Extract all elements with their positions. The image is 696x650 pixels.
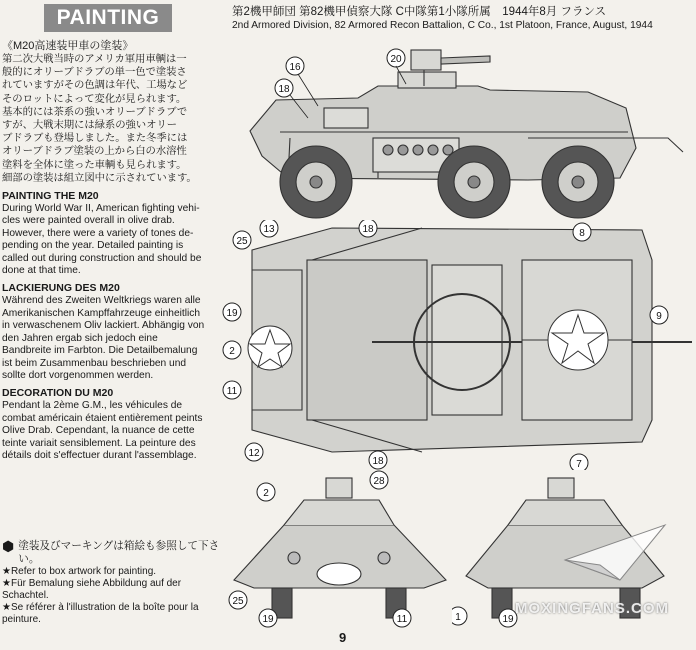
vehicle-caption-japanese: 第2機甲師団 第82機甲偵察大隊 C中隊第1小隊所属 1944年8月 フランス [232,6,607,18]
callout-label: 11 [396,614,408,625]
german-line: den Jahren ergab sich jedoch eine [2,332,158,344]
german-text [2,295,220,382]
hexagon-bullet-icon: ⬢ [2,538,15,554]
japanese-text [2,53,220,185]
callout-label: 19 [262,614,274,625]
german-line: Während des Zweiten Weltkriegs waren alle [2,295,201,307]
callout-label: 25 [236,236,248,247]
callout-label: 1 [455,612,461,623]
callout-label: 19 [226,308,238,319]
side-view-drawing [228,28,694,224]
japanese-line: 塗料を全体に塗った車輌も見られます。 [2,159,187,171]
german-line: sollte dort vorgenommen werden. [2,369,154,381]
french-line: Pendant la 2ème G.M., les véhicules de [2,400,183,412]
star-insignia-rear [248,326,292,370]
callout-label: 13 [263,224,275,235]
note-french: ★Se référer à l'illustration de la boîte pour la peinture. [2,602,199,625]
callout-label: 2 [229,346,235,357]
german-line: ist beim Zusammenbau beschrieben und [2,357,187,369]
japanese-line: 第二次大戦当時のアメリカ軍用車輌は一 [2,54,187,65]
painting-instructions [2,40,220,462]
english-line: However, there were a variety of tones de- [2,227,194,239]
french-line: combat américain étaient entièrement peints [2,412,203,424]
german-line: in verwaschenem Oliv lackiert. Abhängig von [2,320,205,332]
english-line: pending on the year. Detailed painting is [2,240,184,252]
front-view-drawing [224,470,454,630]
english-line: called out during construction and should be [2,252,202,264]
english-title: PAINTING THE M20 [2,190,99,203]
callout-label: 18 [278,84,290,95]
french-title: DECORATION DU M20 [2,387,114,400]
japanese-line: そのロットによって変化が見られます。 [2,93,187,105]
japanese-line: オリーブドラブ塗装の上から白の水溶性 [2,146,187,158]
english-line: done at that time. [2,265,81,277]
callout-label: 7 [576,459,582,470]
note-english: ★Refer to box artwork for painting. [2,566,157,577]
german-line: Amerikanischen Kampffahrzeuge einheitlich [2,307,201,319]
japanese-line: すが、大戦末期には緑系の強いオリー [2,120,177,132]
page-number: 9 [339,630,347,645]
section-title-banner: PAINTING [44,4,172,32]
japanese-line: れていますがその色調は年代、工場など [2,80,188,92]
english-text [2,203,220,277]
callout-label: 19 [502,614,514,625]
callout-label: 9 [656,311,662,322]
japanese-line: 細部の塗装は組立図中に示されています。 [2,172,197,184]
callout-label: 2 [263,488,269,499]
french-line: détails doit s'effectuer durant l'assemblage. [2,449,197,461]
french-line: Olive Drab. Cependant, la nuance de cette [2,425,195,437]
english-line: cles were painted overall in olive drab. [2,215,175,227]
japanese-line: ブドラブも登場しました。また冬季には [2,133,188,145]
callout-label: 20 [390,54,402,65]
vehicle-caption-english: 2nd Armored Division, 82 Armored Recon Battalion, C Co., 1st Platoon, France, August, 1944 [232,20,653,31]
callout-label: 12 [248,448,260,459]
french-line: teinte variait sensiblement. La peinture des [2,437,196,449]
french-text [2,400,220,462]
japanese-line: 基本的には茶系の強いオリーブドラブで [2,106,188,118]
star-insignia-front [548,310,608,370]
callout-label: 16 [289,62,301,73]
site-watermark: MOXINGFANS.COM [515,600,670,617]
callout-label: 28 [373,476,385,487]
german-line: Bandbreite im Farbton. Die Detailbemalung [2,345,198,357]
english-line: During World War II, American fighting vehi- [2,203,200,215]
japanese-line: 般的にオリーブドラブの単一色で塗装さ [2,67,187,79]
callout-label: 8 [579,228,585,239]
callout-label: 18 [362,224,374,235]
box-art-notes [2,540,224,626]
top-view-drawing [222,220,696,470]
german-title: LACKIERUNG DES M20 [2,282,120,295]
note-japanese: 塗装及びマーキングは箱絵も参照して下さい。 [18,540,220,565]
callout-label: 11 [226,386,238,397]
watermark-logo [560,520,670,590]
callout-label: 25 [232,596,244,607]
japanese-title: 《M20高速装甲車の塗装》 [2,40,134,52]
note-german: ★Für Bemalung siehe Abbildung auf der Schachtel. [2,578,182,601]
callout-label: 18 [372,456,384,467]
